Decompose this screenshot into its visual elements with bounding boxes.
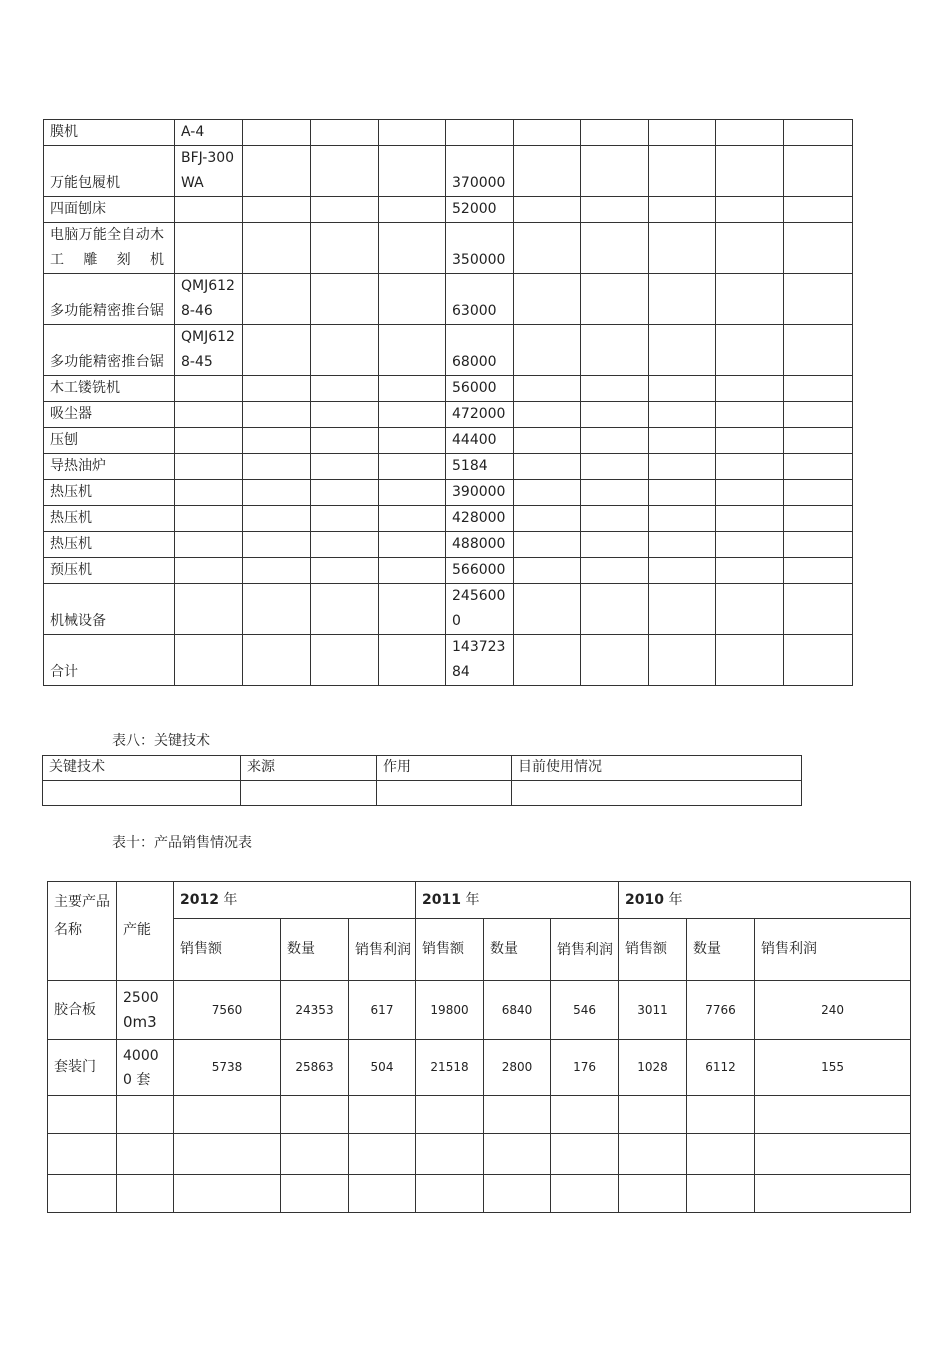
table-cell <box>243 428 311 454</box>
table-cell <box>716 402 784 428</box>
table-row <box>44 506 853 532</box>
sales-profit-header: 销售利润 <box>349 919 416 981</box>
table-cell <box>243 120 311 146</box>
table-cell <box>784 223 853 274</box>
table-cell <box>716 584 784 635</box>
equipment-name: 热压机 <box>44 532 175 558</box>
table-cell <box>311 402 379 428</box>
table-cell <box>311 428 379 454</box>
equipment-name: 热压机 <box>44 506 175 532</box>
sales-value: 3011 <box>619 981 687 1040</box>
table-cell <box>716 428 784 454</box>
table-cell <box>649 428 716 454</box>
table-cell <box>784 376 853 402</box>
equipment-model <box>175 480 243 506</box>
table-row <box>44 584 853 635</box>
table-cell <box>281 1134 349 1175</box>
table-cell <box>755 1096 911 1134</box>
capacity-unit: 0m3 <box>123 1013 157 1031</box>
table-cell <box>716 480 784 506</box>
table-cell <box>581 454 649 480</box>
equipment-model <box>175 454 243 480</box>
sales-amount-header: 销售额 <box>174 919 281 981</box>
table-cell <box>281 1175 349 1213</box>
table-cell <box>514 480 581 506</box>
equipment-value: 390000 <box>446 480 514 506</box>
table-cell <box>243 506 311 532</box>
table-cell <box>311 584 379 635</box>
table-row <box>48 1040 911 1096</box>
equipment-name: 热压机 <box>44 480 175 506</box>
table-cell <box>311 120 379 146</box>
quantity-header: 数量 <box>687 919 755 981</box>
table-cell <box>377 781 512 806</box>
table-cell <box>649 635 716 686</box>
table-cell <box>581 635 649 686</box>
table-cell <box>311 532 379 558</box>
table-cell <box>784 146 853 197</box>
table-cell <box>241 781 377 806</box>
equipment-value: 52000 <box>446 197 514 223</box>
table-cell <box>649 506 716 532</box>
equipment-name: 预压机 <box>44 558 175 584</box>
table-cell <box>514 428 581 454</box>
table-cell <box>514 223 581 274</box>
table-cell <box>117 1175 174 1213</box>
table-cell <box>514 146 581 197</box>
table-cell <box>379 532 446 558</box>
table-cell <box>416 1134 484 1175</box>
table-cell <box>243 376 311 402</box>
capacity-value: 2500 <box>123 990 159 1006</box>
table-cell <box>379 584 446 635</box>
year-unit: 年 <box>668 891 683 908</box>
key-tech-table <box>42 755 802 806</box>
sales-caption: 表十：产品销售情况表 <box>112 835 252 851</box>
table-cell <box>379 274 446 325</box>
year-number: 2012 <box>180 891 219 908</box>
capacity-value: 4000 <box>123 1047 159 1064</box>
table-row <box>44 197 853 223</box>
year-2012-header <box>174 882 416 919</box>
table-row <box>44 223 853 274</box>
table-cell <box>512 781 802 806</box>
equipment-model <box>175 558 243 584</box>
table-cell <box>784 402 853 428</box>
product-name-header: 主要产品名称 <box>48 882 117 981</box>
table-cell <box>311 635 379 686</box>
table-cell <box>484 1096 551 1134</box>
table-cell <box>243 454 311 480</box>
table-cell <box>581 506 649 532</box>
equipment-name: 木工镂铣机 <box>44 376 175 402</box>
equipment-name: 电脑万能全自动木工雕刻机 <box>44 223 175 274</box>
table-cell <box>379 402 446 428</box>
equipment-model: BFJ-300WA <box>175 146 243 197</box>
table-cell <box>784 454 853 480</box>
table-cell <box>484 1175 551 1213</box>
sales-value: 176 <box>551 1040 619 1096</box>
table-cell <box>43 781 241 806</box>
table-cell <box>581 584 649 635</box>
key-tech-header: 关键技术 <box>43 756 241 781</box>
table-cell <box>243 325 311 376</box>
equipment-value: 350000 <box>446 223 514 274</box>
table-cell <box>716 120 784 146</box>
table-cell <box>716 558 784 584</box>
table-cell <box>784 480 853 506</box>
table-cell <box>649 274 716 325</box>
table-cell <box>649 584 716 635</box>
sales-value: 6840 <box>484 981 551 1040</box>
sales-value: 21518 <box>416 1040 484 1096</box>
table-cell <box>649 325 716 376</box>
table-cell <box>174 1096 281 1134</box>
equipment-name: 合计 <box>44 635 175 686</box>
table-cell <box>581 223 649 274</box>
table-cell <box>687 1175 755 1213</box>
table-cell <box>379 428 446 454</box>
sales-value: 155 <box>755 1040 911 1096</box>
table-cell <box>243 480 311 506</box>
table-cell <box>514 197 581 223</box>
table-cell <box>716 223 784 274</box>
year-unit: 年 <box>465 891 480 908</box>
table-cell <box>581 558 649 584</box>
table-row <box>48 1134 911 1175</box>
table-cell <box>379 120 446 146</box>
table-cell <box>349 1134 416 1175</box>
table-cell <box>349 1096 416 1134</box>
table-cell <box>716 325 784 376</box>
equipment-name: 压刨 <box>44 428 175 454</box>
table-cell <box>514 325 581 376</box>
table-cell <box>551 1175 619 1213</box>
table-row <box>44 558 853 584</box>
year-2011-header <box>416 882 619 919</box>
table-cell <box>755 1134 911 1175</box>
capacity-unit: 0 套 <box>123 1071 151 1088</box>
table-cell <box>649 480 716 506</box>
table-cell <box>784 584 853 635</box>
table-cell <box>551 1096 619 1134</box>
table-cell <box>581 402 649 428</box>
table-cell <box>784 274 853 325</box>
equipment-model <box>175 635 243 686</box>
equipment-model: QMJ6128-45 <box>175 325 243 376</box>
table-cell <box>687 1134 755 1175</box>
table-cell <box>716 506 784 532</box>
equipment-model <box>175 197 243 223</box>
equipment-model: A-4 <box>175 120 243 146</box>
equipment-value: 56000 <box>446 376 514 402</box>
table-cell <box>379 506 446 532</box>
table-cell <box>784 120 853 146</box>
table-cell <box>716 454 784 480</box>
equipment-value: 44400 <box>446 428 514 454</box>
table-cell <box>117 1134 174 1175</box>
table-cell <box>311 558 379 584</box>
table-cell <box>311 325 379 376</box>
equipment-model <box>175 428 243 454</box>
table-row <box>44 635 853 686</box>
year-number: 2010 <box>625 891 664 908</box>
table-cell <box>243 558 311 584</box>
table-cell <box>649 376 716 402</box>
table-cell <box>311 146 379 197</box>
table-cell <box>784 428 853 454</box>
table-cell <box>243 223 311 274</box>
table-cell <box>416 1096 484 1134</box>
table-cell <box>649 402 716 428</box>
table-row <box>44 428 853 454</box>
table-row <box>44 480 853 506</box>
table-cell <box>784 532 853 558</box>
equipment-name: 吸尘器 <box>44 402 175 428</box>
table-cell <box>514 402 581 428</box>
equipment-name: 膜机 <box>44 120 175 146</box>
source-header: 来源 <box>241 756 377 781</box>
table-row <box>44 376 853 402</box>
equipment-model <box>175 532 243 558</box>
table-cell <box>581 532 649 558</box>
sales-value: 7766 <box>687 981 755 1040</box>
table-cell <box>649 197 716 223</box>
equipment-value <box>446 120 514 146</box>
table-cell <box>379 558 446 584</box>
table-cell <box>243 532 311 558</box>
equipment-value: 370000 <box>446 146 514 197</box>
table-cell <box>243 402 311 428</box>
table-cell <box>784 635 853 686</box>
sales-value: 546 <box>551 981 619 1040</box>
capacity-cell <box>117 1040 174 1096</box>
table-cell <box>551 1134 619 1175</box>
equipment-value: 63000 <box>446 274 514 325</box>
table-cell <box>379 223 446 274</box>
table-row <box>44 274 853 325</box>
table-cell <box>581 146 649 197</box>
sales-value: 617 <box>349 981 416 1040</box>
table-cell <box>243 274 311 325</box>
table-cell <box>514 274 581 325</box>
sales-profit-header: 销售利润 <box>551 919 619 981</box>
table-cell <box>649 146 716 197</box>
capacity-cell <box>117 981 174 1040</box>
table-row <box>44 402 853 428</box>
table-cell <box>311 274 379 325</box>
table-cell <box>619 1175 687 1213</box>
equipment-model <box>175 376 243 402</box>
table-cell <box>379 197 446 223</box>
table-row <box>44 120 853 146</box>
table-cell <box>581 325 649 376</box>
table-cell <box>716 274 784 325</box>
equipment-name: 四面刨床 <box>44 197 175 223</box>
sales-value: 24353 <box>281 981 349 1040</box>
table-cell <box>649 532 716 558</box>
equipment-model: QMJ6128-46 <box>175 274 243 325</box>
table-cell <box>174 1134 281 1175</box>
table-cell <box>755 1175 911 1213</box>
table-cell <box>514 532 581 558</box>
table-cell <box>349 1175 416 1213</box>
year-unit: 年 <box>223 891 238 908</box>
equipment-name: 多功能精密推台锯 <box>44 274 175 325</box>
table-cell <box>619 1134 687 1175</box>
sales-amount-header: 销售额 <box>416 919 484 981</box>
table-cell <box>619 1096 687 1134</box>
equipment-name: 多功能精密推台锯 <box>44 325 175 376</box>
table-cell <box>484 1134 551 1175</box>
equipment-value: 2456000 <box>446 584 514 635</box>
table-cell <box>311 376 379 402</box>
sales-value: 5738 <box>174 1040 281 1096</box>
table-cell <box>48 1096 117 1134</box>
table-cell <box>514 506 581 532</box>
table-cell <box>784 325 853 376</box>
table-cell <box>514 558 581 584</box>
sales-value: 240 <box>755 981 911 1040</box>
table-cell <box>243 146 311 197</box>
table-cell <box>416 1175 484 1213</box>
table-cell <box>581 376 649 402</box>
sales-value: 6112 <box>687 1040 755 1096</box>
equipment-model <box>175 584 243 635</box>
table-cell <box>379 325 446 376</box>
equipment-model <box>175 223 243 274</box>
table-cell <box>581 274 649 325</box>
equipment-name: 万能包履机 <box>44 146 175 197</box>
equipment-table <box>43 119 853 686</box>
table-row <box>44 325 853 376</box>
table-cell <box>311 480 379 506</box>
equipment-value: 488000 <box>446 532 514 558</box>
table-cell <box>174 1175 281 1213</box>
function-header: 作用 <box>377 756 512 781</box>
quantity-header: 数量 <box>281 919 349 981</box>
table-row <box>48 981 911 1040</box>
table-row <box>48 1175 911 1213</box>
table-cell <box>311 506 379 532</box>
table-cell <box>117 1096 174 1134</box>
table-cell <box>716 532 784 558</box>
product-name: 胶合板 <box>48 981 117 1040</box>
equipment-name: 导热油炉 <box>44 454 175 480</box>
equipment-value: 5184 <box>446 454 514 480</box>
table-cell <box>716 635 784 686</box>
table-row <box>48 1096 911 1134</box>
table-cell <box>379 635 446 686</box>
table-cell <box>243 635 311 686</box>
table-cell <box>784 506 853 532</box>
table-cell <box>243 584 311 635</box>
equipment-value: 68000 <box>446 325 514 376</box>
quantity-header: 数量 <box>484 919 551 981</box>
sales-value: 2800 <box>484 1040 551 1096</box>
table-cell <box>379 146 446 197</box>
sales-value: 19800 <box>416 981 484 1040</box>
table-cell <box>514 120 581 146</box>
table-cell <box>514 635 581 686</box>
table-cell <box>649 223 716 274</box>
table-cell <box>379 454 446 480</box>
equipment-model <box>175 506 243 532</box>
table-cell <box>784 558 853 584</box>
table-cell <box>311 197 379 223</box>
table-cell <box>379 376 446 402</box>
sales-value: 7560 <box>174 981 281 1040</box>
usage-header: 目前使用情况 <box>512 756 802 781</box>
sales-value: 504 <box>349 1040 416 1096</box>
product-name: 套装门 <box>48 1040 117 1096</box>
table-cell <box>514 454 581 480</box>
table-row <box>44 146 853 197</box>
equipment-name: 机械设备 <box>44 584 175 635</box>
year-2010-header <box>619 882 911 919</box>
table-cell <box>311 454 379 480</box>
table-cell <box>581 428 649 454</box>
table-cell <box>379 480 446 506</box>
table-cell <box>581 197 649 223</box>
table-cell <box>581 480 649 506</box>
capacity-header: 产能 <box>117 882 174 981</box>
table-cell <box>716 376 784 402</box>
year-number: 2011 <box>422 891 461 908</box>
table-cell <box>649 454 716 480</box>
sales-profit-header: 销售利润 <box>755 919 911 981</box>
table-cell <box>649 120 716 146</box>
table-cell <box>281 1096 349 1134</box>
table-cell <box>514 584 581 635</box>
table-cell <box>716 197 784 223</box>
sales-table <box>47 881 911 1213</box>
table-row <box>44 454 853 480</box>
sales-value: 25863 <box>281 1040 349 1096</box>
table-cell <box>311 223 379 274</box>
sales-value: 1028 <box>619 1040 687 1096</box>
table-row <box>44 532 853 558</box>
table-cell <box>48 1134 117 1175</box>
equipment-value: 472000 <box>446 402 514 428</box>
key-tech-caption: 表八：关键技术 <box>112 733 210 749</box>
table-cell <box>649 558 716 584</box>
table-cell <box>784 197 853 223</box>
equipment-value: 428000 <box>446 506 514 532</box>
table-cell <box>687 1096 755 1134</box>
table-cell <box>716 146 784 197</box>
table-cell <box>514 376 581 402</box>
equipment-value: 14372384 <box>446 635 514 686</box>
equipment-model <box>175 402 243 428</box>
table-cell <box>48 1175 117 1213</box>
table-cell <box>581 120 649 146</box>
table-cell <box>243 197 311 223</box>
equipment-value: 566000 <box>446 558 514 584</box>
sales-amount-header: 销售额 <box>619 919 687 981</box>
